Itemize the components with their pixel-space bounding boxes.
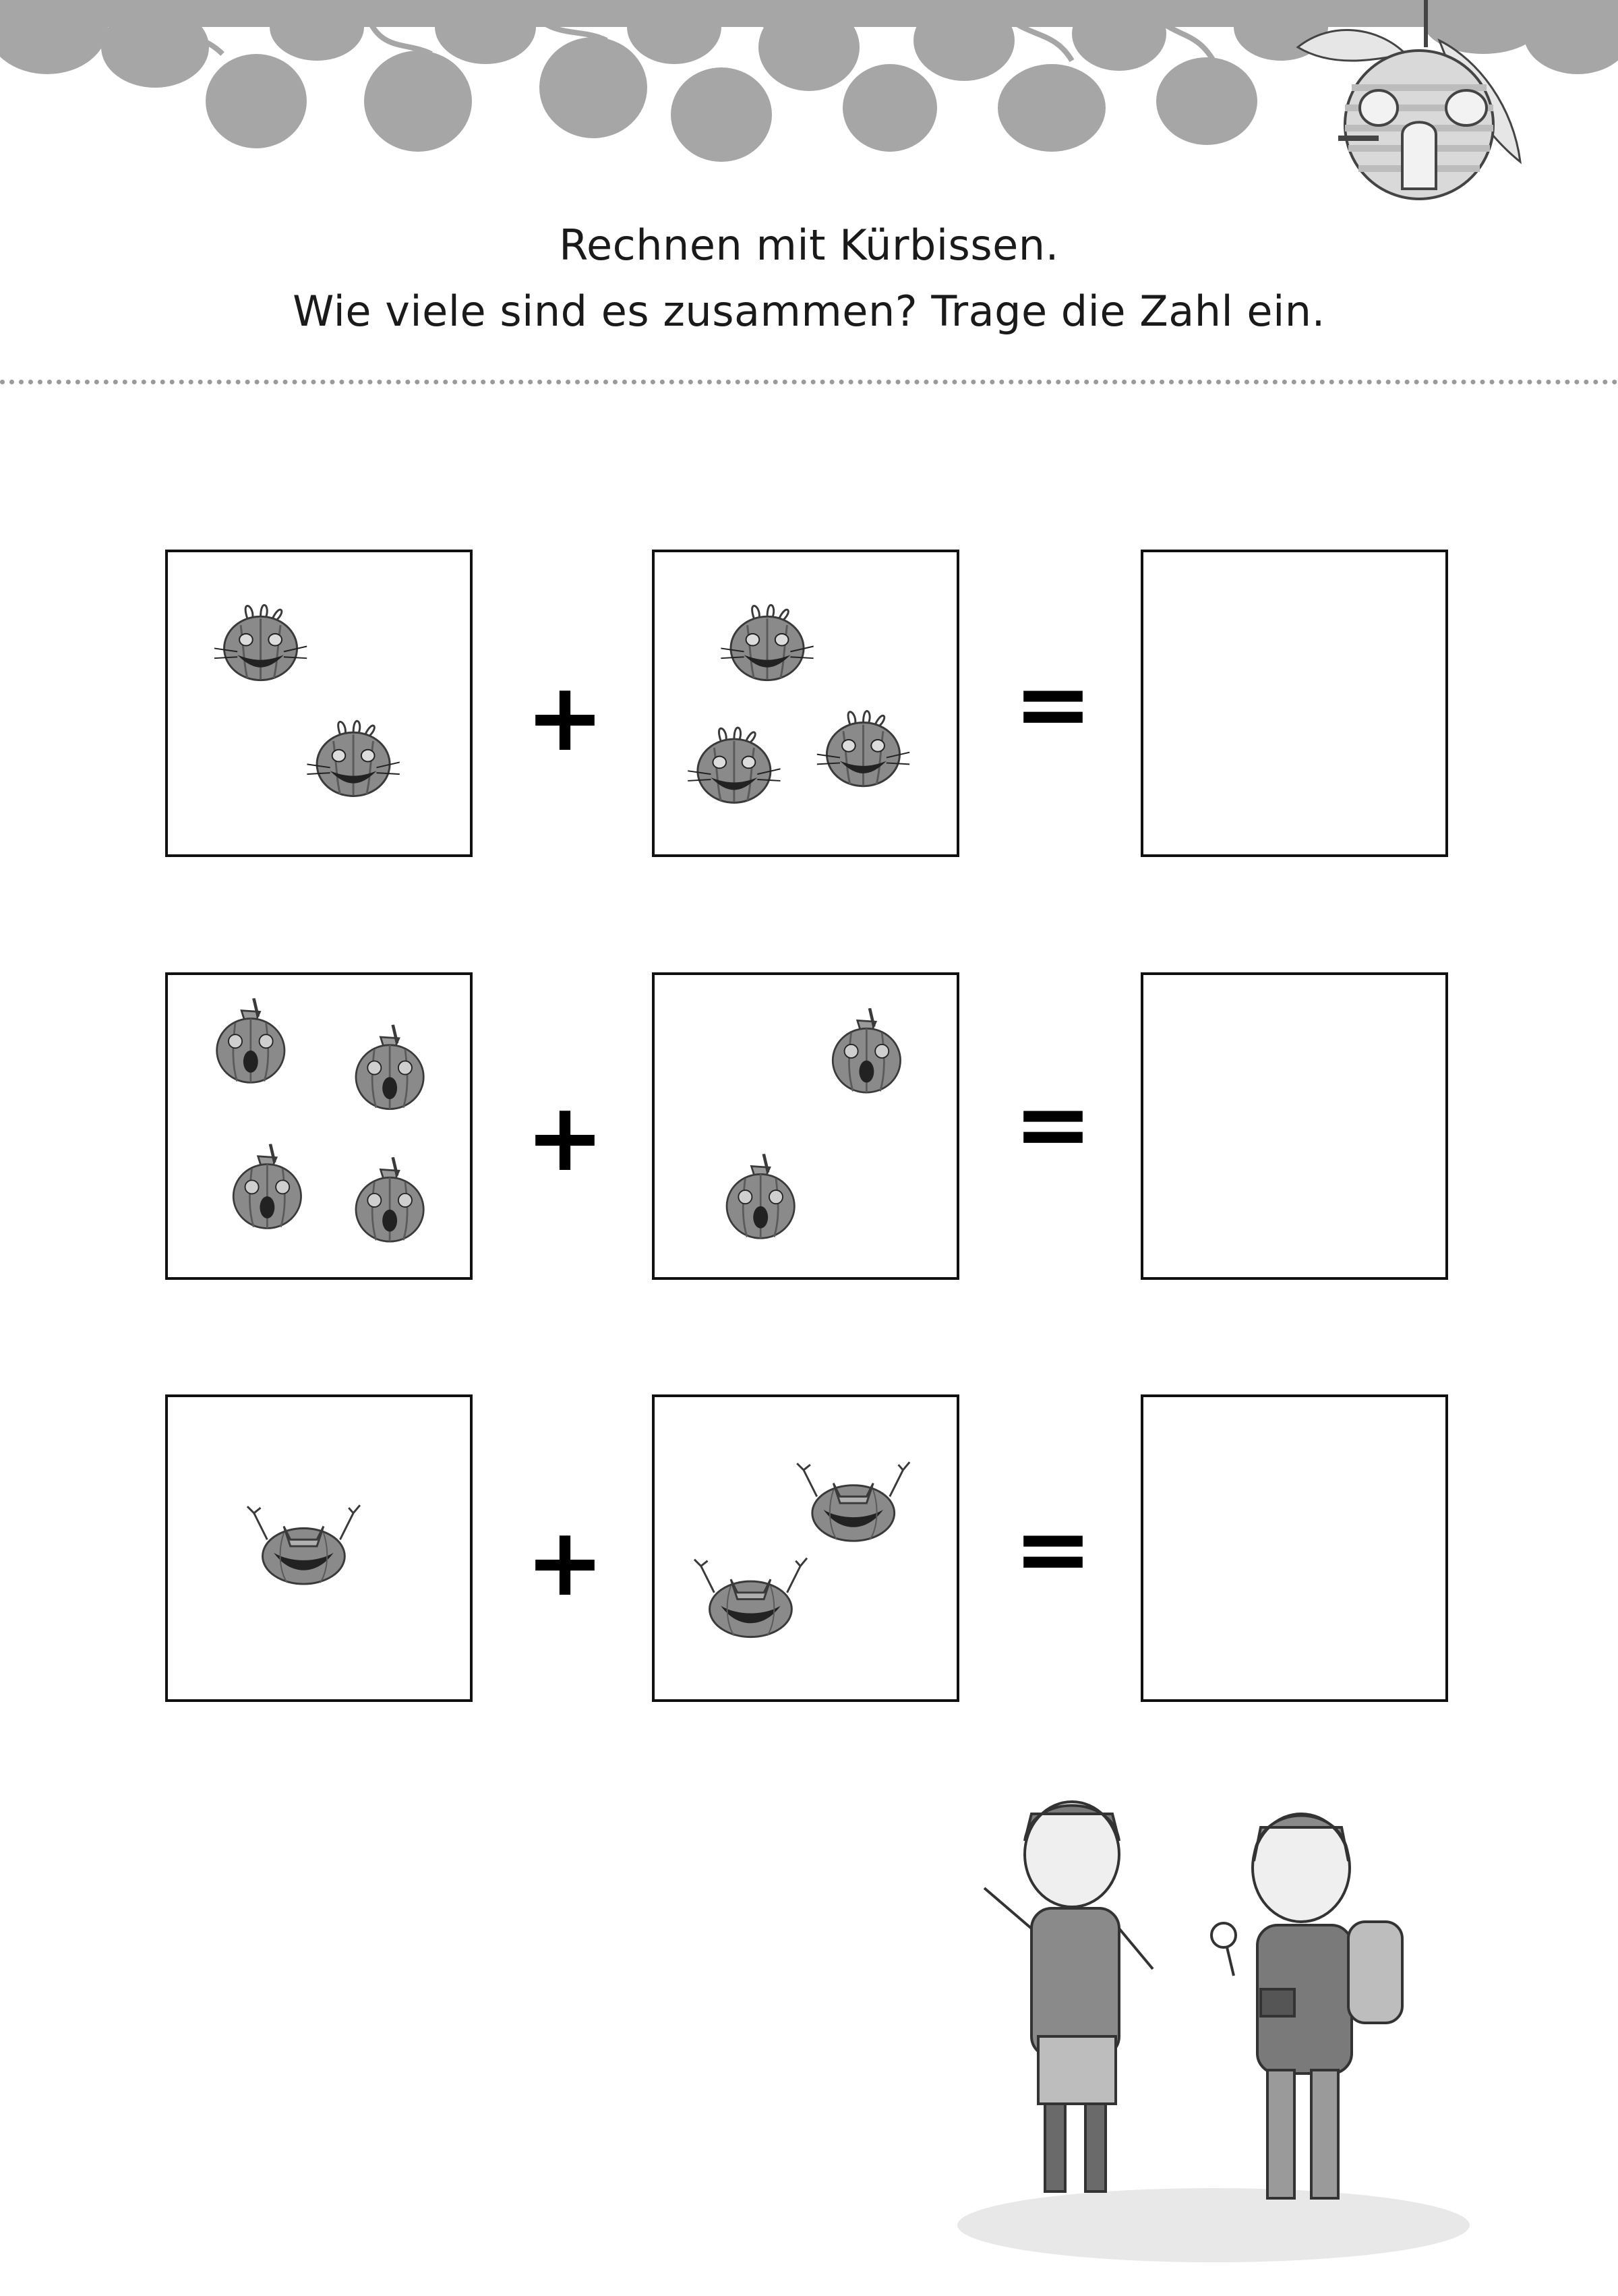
pumpkin-icon bbox=[797, 1462, 909, 1541]
pumpkin-group bbox=[655, 1397, 957, 1699]
pumpkin-icon bbox=[721, 605, 814, 680]
pumpkin-group bbox=[655, 975, 957, 1277]
equals-sign: = bbox=[1013, 1494, 1093, 1604]
pumpkin-icon bbox=[214, 605, 307, 680]
children-illustration bbox=[944, 1767, 1483, 2266]
pumpkin-icon bbox=[817, 711, 910, 786]
plus-sign: + bbox=[525, 663, 605, 773]
problem-1-left-box bbox=[165, 550, 473, 857]
problem-1-answer-box[interactable] bbox=[1141, 550, 1448, 857]
pumpkin-group bbox=[168, 1397, 470, 1699]
pumpkin-icon bbox=[307, 721, 400, 796]
pumpkin-group bbox=[655, 552, 957, 854]
plus-sign: + bbox=[525, 1508, 605, 1618]
problem-2-right-box bbox=[652, 972, 959, 1280]
pumpkin-icon bbox=[688, 728, 781, 802]
problem-2-answer-box[interactable] bbox=[1141, 972, 1448, 1280]
pumpkin-icon bbox=[727, 1154, 794, 1238]
pumpkin-group bbox=[168, 552, 470, 854]
pumpkin-icon bbox=[356, 1025, 423, 1109]
instructions-title: Rechnen mit Kürbissen. bbox=[559, 220, 1059, 270]
pumpkin-icon bbox=[833, 1008, 900, 1092]
problem-3-right-box bbox=[652, 1394, 959, 1702]
problem-1-right-box bbox=[652, 550, 959, 857]
pumpkin-icon bbox=[247, 1505, 360, 1584]
apple-house-illustration bbox=[1278, 0, 1547, 209]
plus-sign: + bbox=[525, 1083, 605, 1193]
pumpkin-icon bbox=[217, 998, 284, 1082]
pumpkin-group bbox=[168, 975, 470, 1277]
problem-3-left-box bbox=[165, 1394, 473, 1702]
instructions bbox=[0, 212, 1618, 345]
problem-3-answer-box[interactable] bbox=[1141, 1394, 1448, 1702]
pumpkin-icon bbox=[694, 1558, 807, 1637]
instructions-task: Wie viele sind es zusammen? Trage die Zahl ein. bbox=[293, 287, 1325, 336]
pumpkin-icon bbox=[356, 1157, 423, 1241]
equals-sign: = bbox=[1013, 649, 1093, 759]
pumpkin-icon bbox=[233, 1144, 301, 1229]
problem-2-left-box bbox=[165, 972, 473, 1280]
dotted-divider bbox=[0, 380, 1618, 384]
equals-sign: = bbox=[1013, 1069, 1093, 1179]
